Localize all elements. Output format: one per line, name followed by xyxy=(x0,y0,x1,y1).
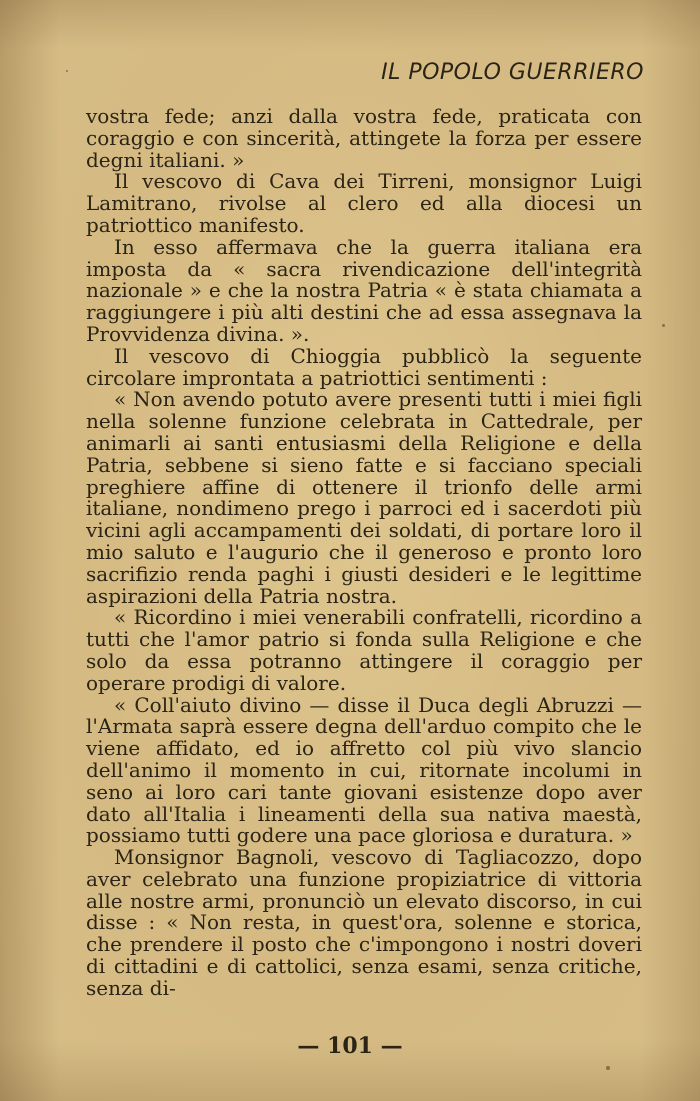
paper-blemish xyxy=(662,324,665,327)
paper-blemish xyxy=(606,1066,610,1070)
paragraph: In esso affermava che la guerra italiana era imposta da « sacra rivendicazione dell'integrità nazionale » e che la nostra Patria « è stata chiamata a raggiungere i più alti destini che ad essa assegnava la Provvidenza divina. ». xyxy=(86,234,642,346)
page-number: — 101 — xyxy=(297,1033,403,1059)
paragraph-continuation: vostra fede; anzi dalla vostra fede, praticata con coraggio e con sincerità, attingete la forza per essere degni italiani. » xyxy=(86,104,642,172)
paragraph: Il vescovo di Chioggia pubblicò la seguente circolare improntata a patriottici sentimenti : xyxy=(86,343,642,390)
body-text xyxy=(86,106,642,1000)
paragraph: Il vescovo di Cava dei Tirreni, monsignor Luigi Lamitrano, rivolse al clero ed alla diocesi un patriottico manifesto. xyxy=(86,169,642,237)
paper-blemish xyxy=(66,70,68,72)
paragraph: « Ricordino i miei venerabili confratelli, ricordino a tutti che l'amor patrio si fonda sulla Religione e che solo da essa potranno attingere il coraggio per operare prodigi di valore. xyxy=(86,605,642,695)
paragraph: Monsignor Bagnoli, vescovo di Tagliacozzo, dopo aver celebrato una funzione propiziatrice di vittoria alle nostre armi, pronunciò un elevato discorso, in cui disse : « Non resta, in quest'ora, solenne e storica, che prendere il posto che c'impongono i nostri doveri di cittadini e di cattolici, senza esami, senza critiche, senza di- xyxy=(86,845,642,1000)
paragraph: « Coll'aiuto divino — disse il Duca degli Abruzzi — l'Armata saprà essere degna dell'arduo compito che le viene affidato, ed io affretto col più vivo slancio dell'animo il momento in cui, ritornate incolumi in seno ai loro cari tante giovani esistenze dopo aver dato all'Italia i lineamenti della sua nativa maestà, possiamo tutti godere una pace gloriosa e duratura. » xyxy=(86,692,642,848)
running-header: IL POPOLO GUERRIERO xyxy=(381,60,644,85)
paragraph: « Non avendo potuto avere presenti tutti i miei figli nella solenne funzione celebrata in Cattedrale, per animarli ai santi entusiasmi della Religione e della Patria, sebbene si sieno fatte e si facciano speciali preghiere affine di ottenere il trionfo delle armi italiane, nondimeno prego i parroci ed i sacerdoti più vicini agli accampamenti dei soldati, di portare loro il mio saluto e l'augurio che il generoso e pronto loro sacrifizio renda paghi i giusti desideri e le legittime aspirazioni della Patria nostra. xyxy=(86,387,642,608)
